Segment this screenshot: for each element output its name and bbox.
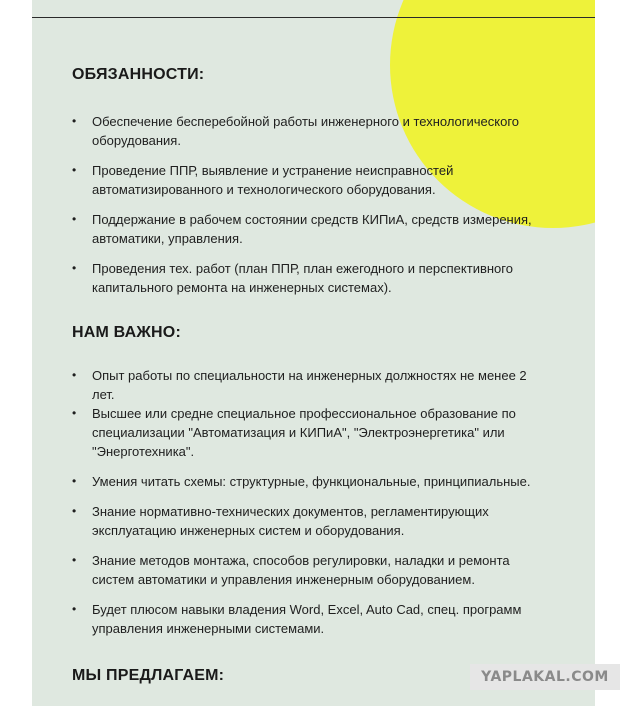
list-item: • Поддержание в рабочем состоянии средств КИПиА, средств измерения, автоматики, управления. — [72, 210, 542, 248]
duties-list — [72, 112, 542, 297]
list-item: • Будет плюсом навыки владения Word, Excel, Auto Cad, спец. программ управления инженерными системами. — [72, 600, 542, 638]
list-item: • Проведение ППР, выявление и устранение неисправностей автоматизированного и технологического оборудования. — [72, 161, 542, 199]
site-watermark: YAPLAKAL.COM — [470, 664, 620, 690]
vacancy-card — [32, 0, 595, 706]
list-item: • Знание методов монтажа, способов регулировки, наладки и ремонта систем автоматики и управления инженерным оборудованием. — [72, 551, 542, 589]
duties-title: ОБЯЗАННОСТИ: — [72, 66, 205, 83]
list-item: • Опыт работы по специальности на инженерных должностях не менее 2 лет. — [72, 366, 542, 404]
offer-title: МЫ ПРЕДЛАГАЕМ: — [72, 667, 225, 684]
top-divider — [32, 17, 595, 18]
list-item: • Знание нормативно-технических документов, регламентирующих эксплуатацию инженерных систем и оборудования. — [72, 502, 542, 540]
list-item: • Обеспечение бесперебойной работы инженерного и технологического оборудования. — [72, 112, 542, 150]
requirements-list — [72, 366, 542, 638]
vacancy-content — [32, 0, 595, 706]
list-item: • Проведения тех. работ (план ППР, план ежегодного и перспективного капитального ремонта на инженерных системах). — [72, 259, 542, 297]
list-item: • Умения читать схемы: структурные, функциональные, принципиальные. — [72, 472, 542, 491]
requirements-title: НАМ ВАЖНО: — [72, 324, 181, 341]
list-item: • Высшее или средне специальное профессиональное образование по специализации "Автоматизация и КИПиА", "Электроэнергетика" или "Энерготехника". — [72, 404, 542, 461]
